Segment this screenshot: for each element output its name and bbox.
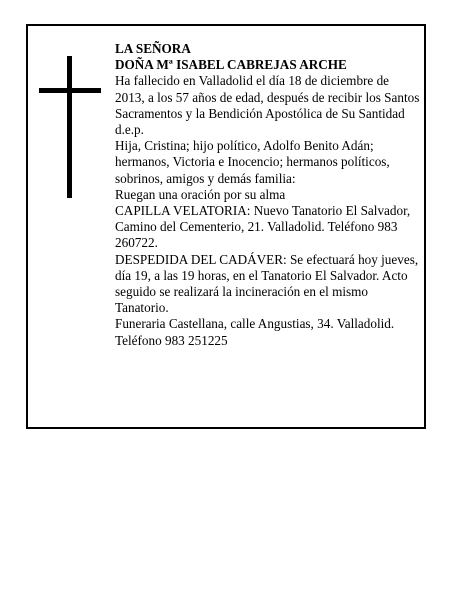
family-list: Hija, Cristina; hijo político, Adolfo Benito Adán; hermanos, Victoria e Inocencio; hermanos políticos, sobrinos, amigos y demás familia:	[115, 138, 390, 186]
chapel-info: CAPILLA VELATORIA: Nuevo Tanatorio El Salvador, Camino del Cementerio, 21. Valladolid. Teléfono 983 260722.	[115, 203, 411, 251]
death-announcement: Ha fallecido en Valladolid el día 18 de diciembre de 2013, a los 57 años de edad, después de recibir los Santos Sacramentos y la Bendición Apostólica de Su Santidad	[115, 73, 420, 121]
farewell-info: DESPEDIDA DEL CADÁVER: Se efectuará hoy jueves, día 19, a las 19 horas, en el Tanatorio El Salvador. Acto seguido se realizará la incineración en el mismo Tanatorio.	[115, 251, 419, 316]
cross-icon	[39, 56, 101, 198]
cross-horizontal-bar	[39, 88, 101, 93]
funeral-home-info: Funeraria Castellana, calle Angustias, 34. Valladolid. Teléfono 983 251225	[115, 316, 395, 348]
obituary-notice	[26, 24, 426, 429]
notice-text	[115, 41, 420, 349]
dep-abbreviation: d.e.p.	[115, 122, 144, 138]
prayer-request: Ruegan una oración por su alma	[115, 186, 286, 202]
cross-vertical-bar	[67, 56, 72, 198]
notice-heading: LA SEÑORA	[115, 41, 191, 56]
deceased-name: DOÑA Mª ISABEL CABREJAS ARCHE	[115, 57, 347, 73]
